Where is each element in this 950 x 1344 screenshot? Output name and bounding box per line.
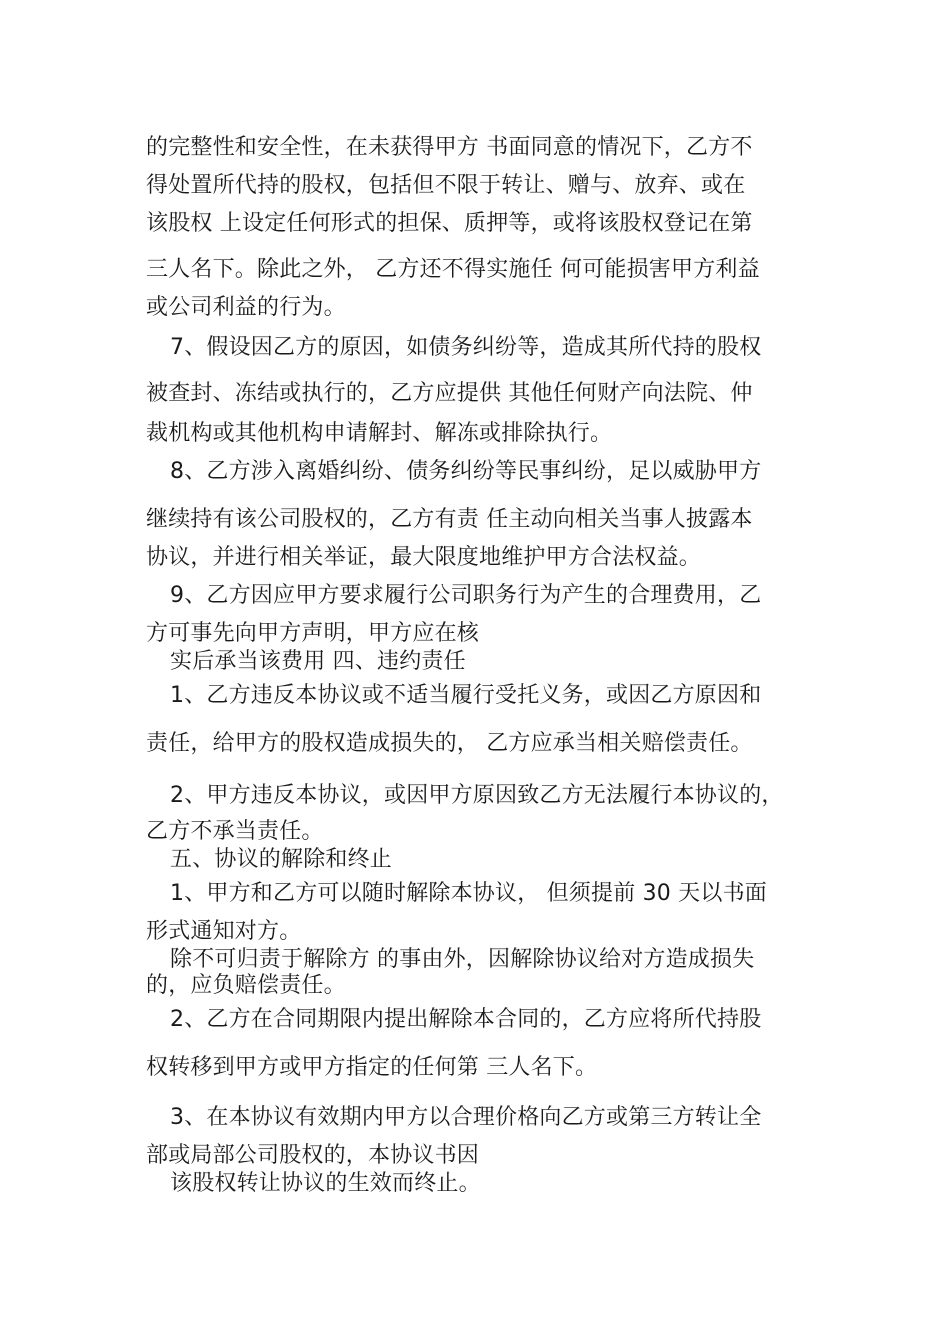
text-line: 或公司利益的行为。 <box>146 295 346 320</box>
text-line: 责任，给甲方的股权造成损失的， 乙方应承当相关赔偿责任。 <box>146 731 753 756</box>
clause-termination-1: 1、甲方和乙方可以随时解除本协议， 但须提前 30 天以书面 <box>170 881 767 906</box>
text-line: 三人名下。除此之外， 乙方还不得实施任 何可能损害甲方利益 <box>146 257 760 282</box>
text-line: 被查封、冻结或执行的，乙方应提供 其他任何财产向法院、仲 <box>146 381 753 406</box>
text-line: 部或局部公司股权的，本协议书因 <box>146 1143 480 1168</box>
text-line: 协议，并进行相关举证，最大限度地维护甲方合法权益。 <box>146 545 702 570</box>
text-line: 该股权转让协议的生效而终止。 <box>170 1171 481 1196</box>
text-line: 形式通知对方。 <box>146 919 302 944</box>
section-heading-termination: 五、协议的解除和终止 <box>170 847 393 872</box>
paragraph-8: 8、乙方涉入离婚纠纷、债务纠纷等民事纠纷，足以威胁甲方 <box>170 459 762 484</box>
paragraph-7: 7、假设因乙方的原因，如债务纠纷等，造成其所代持的股权 <box>170 335 762 360</box>
text-line: 的完整性和安全性，在未获得甲方 书面同意的情况下，乙方不 <box>146 135 753 160</box>
text-line: 方可事先向甲方声明，甲方应在核 <box>146 621 480 646</box>
text-line: 权转移到甲方或甲方指定的任何第 三人名下。 <box>146 1055 598 1080</box>
text-line: 乙方不承当责任。 <box>146 819 324 844</box>
section-heading-breach: 实后承当该费用 四、违约责任 <box>170 649 466 674</box>
text-line: 裁机构或其他机构申请解封、解冻或排除执行。 <box>146 421 613 446</box>
text-line: 得处置所代持的股权，包括但不限于转让、赠与、放弃、或在 <box>146 173 746 198</box>
clause-termination-2: 2、乙方在合同期限内提出解除本合同的，乙方应将所代持股 <box>170 1007 762 1032</box>
text-line: 除不可归责于解除方 的事由外，因解除协议给对方造成损失 <box>170 947 755 972</box>
clause-termination-3: 3、在本协议有效期内甲方以合理价格向乙方或第三方转让全 <box>170 1105 762 1130</box>
clause-breach-2: 2、甲方违反本协议，或因甲方原因致乙方无法履行本协议的， <box>170 783 784 808</box>
text-line: 该股权 上设定任何形式的担保、质押等，或将该股权登记在第 <box>146 211 753 236</box>
text-line: 继续持有该公司股权的，乙方有责 任主动向相关当事人披露本 <box>146 507 753 532</box>
paragraph-9: 9、乙方因应甲方要求履行公司职务行为产生的合理费用，乙 <box>170 583 762 608</box>
text-line: 的，应负赔偿责任。 <box>146 973 346 998</box>
clause-breach-1: 1、乙方违反本协议或不适当履行受托义务，或因乙方原因和 <box>170 683 762 708</box>
